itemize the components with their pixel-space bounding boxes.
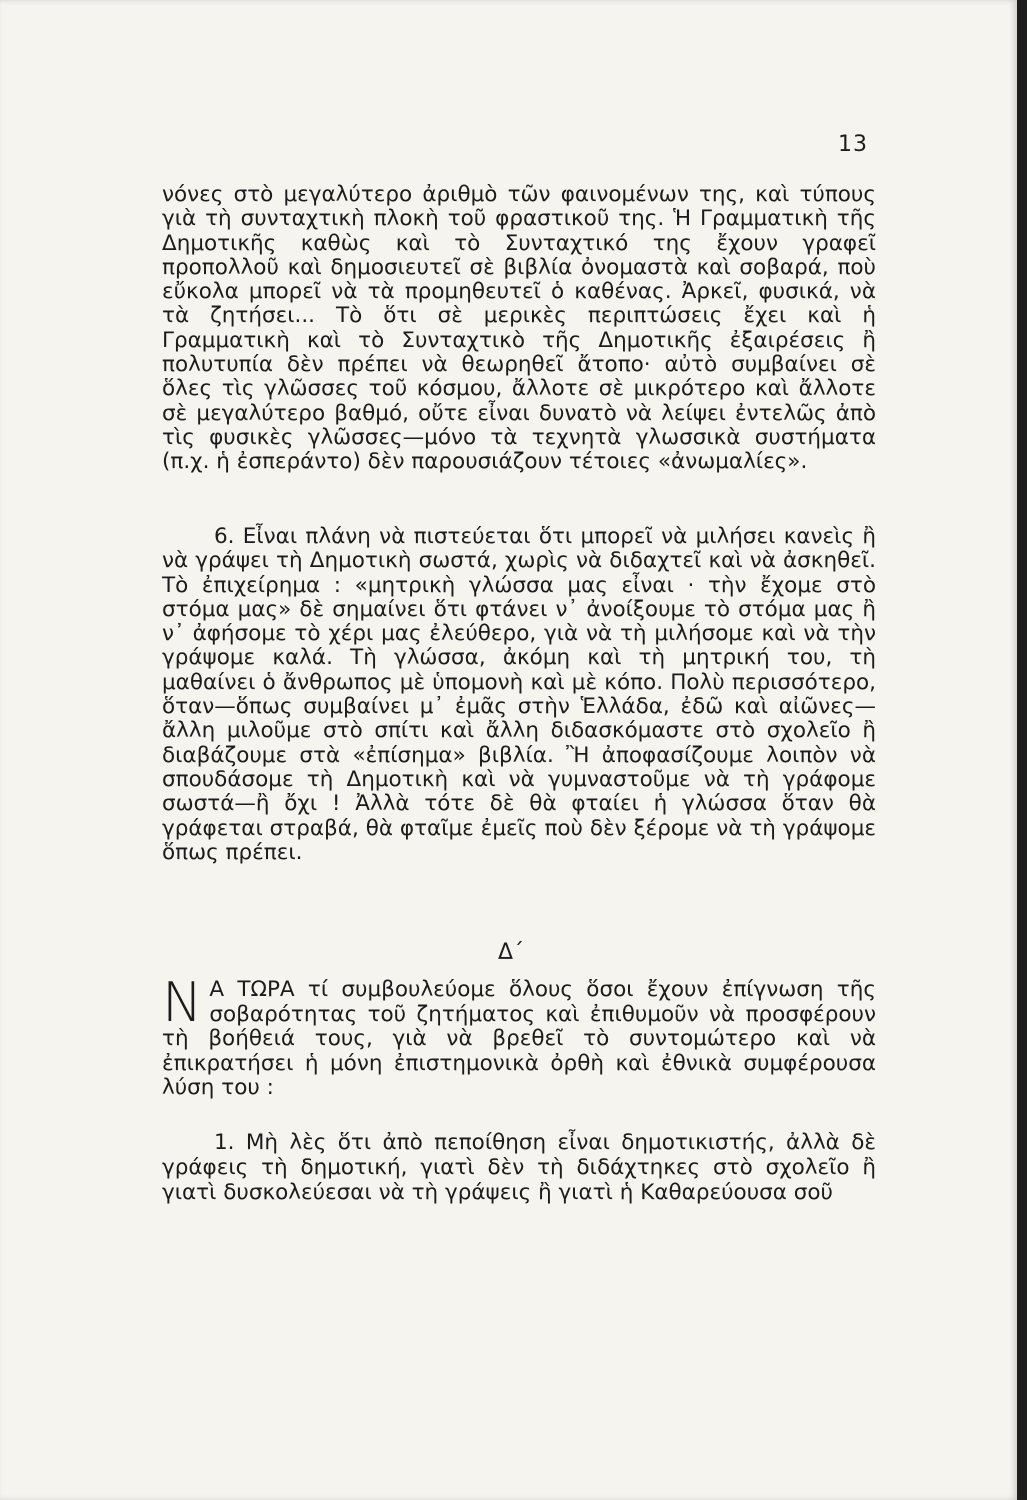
section-intro-paragraph: [162, 971, 876, 1101]
drop-cap-letter: Ν: [162, 971, 203, 1034]
paragraph-point-6: 6. Εἶναι πλάνη νὰ πιστεύεται ὅτι μπορεῖ νὰ μιλήσει κανεὶς ἢ νὰ γράψει τὴ Δημοτικὴ σωστά, χωρὶς νὰ διδαχτεῖ καὶ νὰ ἀσκηθεῖ. Τὸ ἐπιχείρημα : «μητρικὴ γλώσσα μας εἶναι · τὴν ἔχομε στὸ στόμα μας» δὲ σημαίνει ὅτι φτάνει ν᾽ ἀνοίξουμε τὸ στόμα μας ἢ ν᾽ ἀφήσομε τὸ χέρι μας ἐλεύθερο, γιὰ νὰ τὴ μιλήσομε καὶ νὰ τὴν γράψομε καλά. Τὴ γλώσσα, ἀκόμη καὶ τὴ μητρική του, τὴ μαθαίνει ὁ ἄνθρωπος μὲ ὑπομονὴ καὶ μὲ κόπο. Πολὺ περισσότερο, ὅταν—ὅπως συμβαίνει μ᾽ ἐμᾶς στὴν Ἑλλάδα, ἐδῶ καὶ αἰῶνες—ἄλλη μιλοῦμε στὸ σπίτι καὶ ἄλλη διδασκόμαστε στὸ σχολεῖο ἢ διαβάζουμε στὰ «ἐπίσημα» βιβλία. Ἢ ἀποφασίζουμε λοιπὸν νὰ σπουδάσομε τὴ Δημοτικὴ καὶ νὰ γυμναστοῦμε νὰ τὴ γράφομε σωστά—ἢ ὄχι ! Ἀλλὰ τότε δὲ θὰ φταίει ἡ γλώσσα ὅταν θὰ γράφεται στραβά, θὰ φταῖμε ἐμεῖς ποὺ δὲν ξέρομε νὰ τὴ γράψομε ὅπως πρέπει.: [162, 524, 876, 865]
paragraph-point-1: 1. Μὴ λὲς ὅτι ἀπὸ πεποίθηση εἶναι δημοτικιστής, ἀλλὰ δὲ γράφεις τὴ δημοτική, γιατὶ δὲν τὴ διδάχτηκες στὸ σχολεῖο ἢ γιατὶ δυσκολεύεσαι νὰ τὴ γράψεις ἢ γιατὶ ἡ Καθαρεύουσα σοῦ: [162, 1130, 876, 1205]
page-number: 13: [838, 132, 868, 157]
paragraph-continued: νόνες στὸ μεγαλύτερο ἀριθμὸ τῶν φαινομένων της, καὶ τύπους γιὰ τὴ συνταχτικὴ πλοκὴ τοῦ φραστικοῦ της. Ἡ Γραμματικὴ τῆς Δημοτικῆς καθὼς καὶ τὸ Συνταχτικό της ἔχουν γραφεῖ προπολλοῦ καὶ δημοσιευτεῖ σὲ βιβλία ὀνομαστὰ καὶ σοβαρά, ποὺ εὔκολα μπορεῖ νὰ τὰ προμηθευτεῖ ὁ καθένας. Ἀρκεῖ, φυσικά, νὰ τὰ ζητήσει... Τὸ ὅτι σὲ μερικὲς περιπτώσεις ἔχει καὶ ἡ Γραμματικὴ καὶ τὸ Συνταχτικὸ τῆς Δημοτικῆς ἐξαιρέσεις ἢ πολυτυπία δὲν πρέπει νὰ θεωρηθεῖ ἄτοπο· αὐτὸ συμβαίνει σὲ ὅλες τὶς γλῶσσες τοῦ κόσμου, ἄλλοτε σὲ μικρότερο καὶ ἄλλοτε σὲ μεγαλύτερο βαθμό, οὔτε εἶναι δυνατὸ νὰ λείψει ἐντελῶς ἀπὸ τὶς φυσικὲς γλῶσσες—μόνο τὰ τεχνητὰ γλωσσικὰ συστήματα (π.χ. ἡ ἐσπεράντο) δὲν παρουσιάζουν τέτοιες «ἀνωμαλίες».: [162, 182, 876, 475]
page-right-edge: [1017, 0, 1027, 1500]
section-intro-text: Α ΤΩΡΑ τί συμβουλεύομε ὅλους ὅσοι ἔχουν ἐπίγνωση τῆς σοβαρότητας τοῦ ζητήματος καὶ ἐπιθυμοῦν νὰ προσφέρουν τὴ βοήθειά τους, γιὰ νὰ βρεθεῖ τὸ συντομώτερο καὶ νὰ ἐπικρατήσει ἡ μόνη ἐπιστημονικὰ ὀρθὴ καὶ ἐθνικὰ συμφέρουσα λύση του :: [162, 977, 876, 1100]
section-heading: Δ΄: [498, 940, 525, 965]
